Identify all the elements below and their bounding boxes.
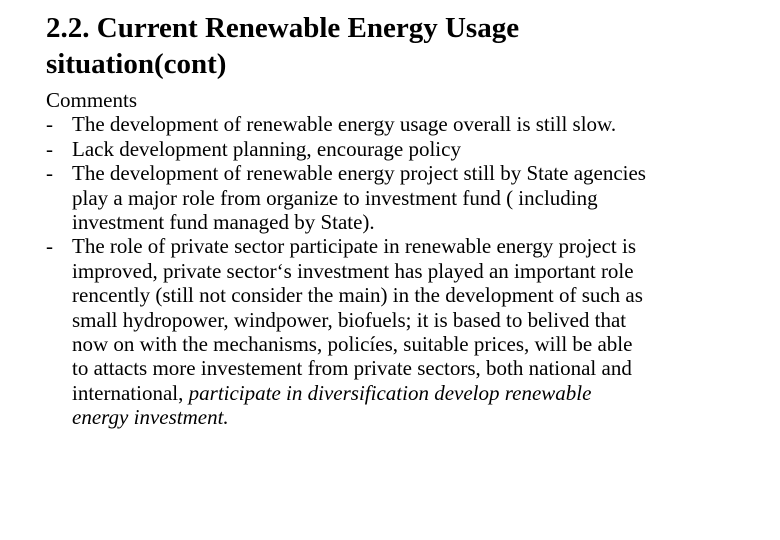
comment-item-4-line-1: The role of private sector participate in renewable energy project is (72, 234, 637, 259)
comment-item-2-line-1: Lack development planning, encourage policy (72, 136, 461, 161)
comment-item-1 (46, 112, 766, 136)
comment-item-4-line-7 (72, 381, 766, 405)
comment-item-3 (46, 161, 766, 234)
bullet-dash: - (46, 234, 53, 259)
slide-title-line-1: 2.2. Current Renewable Energy Usage (46, 12, 520, 44)
comments-list (46, 112, 766, 429)
bullet-dash: - (46, 136, 53, 161)
slide-body (46, 88, 766, 430)
comment-item-2 (46, 137, 766, 161)
comment-item-4-line-8 (72, 405, 766, 429)
slide-title (46, 10, 746, 82)
comment-item-4-line-3: rencently (still not consider the main) in the development of such as (72, 283, 643, 308)
comments-heading: Comments (46, 88, 138, 112)
comment-item-4-line-5: now on with the mechanisms, policíes, suitable prices, will be able (72, 332, 633, 357)
comment-item-3-line-1: The development of renewable energy project still by State agencies (72, 161, 646, 186)
bullet-dash: - (46, 112, 53, 137)
comment-item-3-line-3: investment fund managed by State). (72, 210, 375, 235)
comment-item-3-line-2: play a major role from organize to investment fund ( including (72, 185, 598, 210)
comment-item-4-line-2: improved, private sector‘s investment has played an important role (72, 258, 634, 283)
comment-item-4 (46, 234, 766, 429)
slide-title-line-2: situation(cont) (46, 48, 227, 80)
comment-item-4-line-7-plain: international, (72, 380, 189, 405)
comment-item-4-line-4: small hydropower, windpower, biofuels; it is based to belived that (72, 307, 627, 332)
bullet-dash: - (46, 161, 53, 186)
comment-item-4-line-8-italic: energy investment. (72, 405, 229, 430)
comment-item-4-line-6: to attacts more investement from private sectors, both national and (72, 356, 632, 381)
comment-item-4-line-7-italic: participate in diversification develop renewable (188, 380, 592, 405)
comment-item-1-line-1: The development of renewable energy usage overall is still slow. (72, 112, 617, 137)
